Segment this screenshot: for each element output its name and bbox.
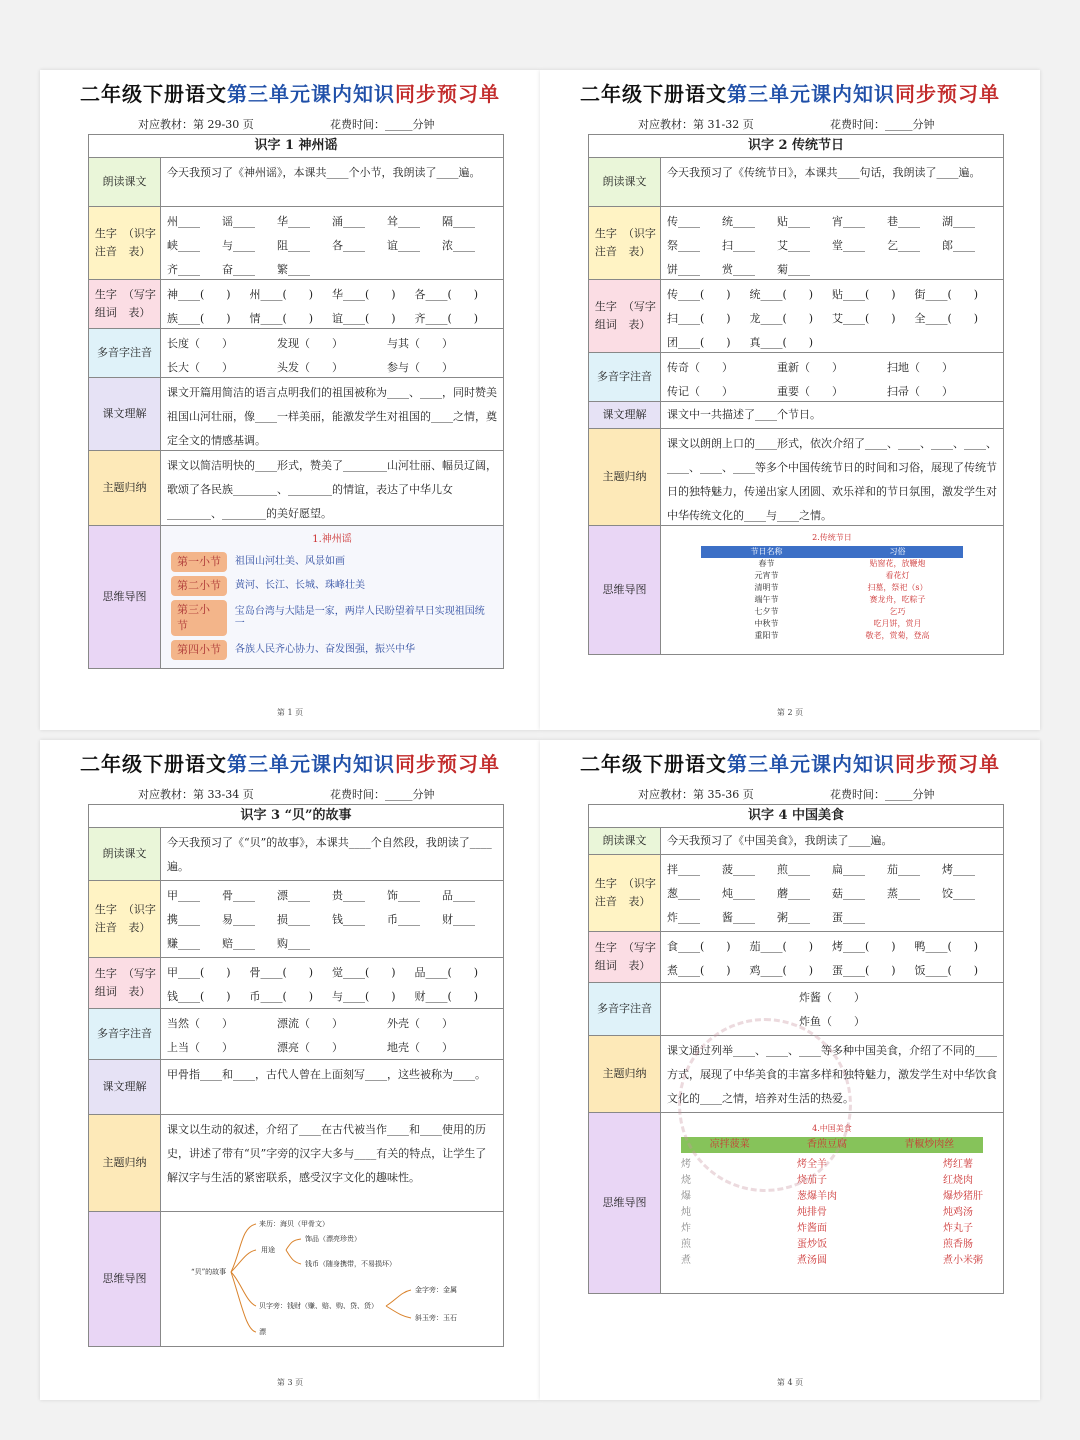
- poly-item: 参与（ ）: [387, 361, 453, 374]
- worksheet-page-1: [40, 70, 540, 730]
- pinyin-item: 传____: [667, 215, 700, 228]
- mindmap-title: 1.神州谣: [312, 534, 352, 545]
- festival-custom: 贴窗花，放鞭炮: [869, 559, 926, 568]
- word-item: 贴____( ): [832, 288, 896, 301]
- time-spent: 花费时间：_____分钟: [830, 788, 935, 801]
- food-item: 烤红薯: [943, 1159, 973, 1170]
- word-item: 齐____( ): [414, 312, 479, 325]
- page-title: 二年级下册语文第三单元课内知识同步预习单: [80, 82, 500, 106]
- food-item: 蛋炒饭: [797, 1239, 827, 1250]
- pinyin-item: 奋____: [222, 263, 255, 276]
- festival-custom: 赛龙舟，吃粽子: [869, 595, 926, 604]
- food-item: 炸丸子: [943, 1223, 973, 1234]
- food-column: [943, 1157, 983, 1269]
- textbook-pages: 对应教材：第 29-30 页: [138, 118, 254, 131]
- pinyin-item: 赚____: [167, 937, 200, 950]
- pinyin-item: 蒸____: [887, 887, 920, 900]
- word-item: 传____( ): [667, 288, 731, 301]
- pinyin-item: 菊____: [777, 263, 810, 276]
- pinyin-item: 币____: [387, 913, 420, 926]
- poly-item: 传奇（ ）: [667, 361, 733, 374]
- pinyin-item: 巷____: [887, 215, 920, 228]
- pinyin-item: 烤____: [942, 863, 975, 876]
- mindmap-node: 金字旁：金属: [415, 1286, 457, 1294]
- mindmap-node: 饰品（漂亮珍贵）: [305, 1235, 361, 1243]
- worksheet-page-2: [540, 70, 1040, 730]
- time-spent: 花费时间：_____分钟: [830, 118, 935, 131]
- page-number: 第 1 页: [276, 708, 304, 717]
- textbook-pages: 对应教材：第 35-36 页: [638, 788, 754, 801]
- poly-item: 扫地（ ）: [887, 361, 953, 374]
- festival-row: [701, 594, 963, 606]
- word-item: 蛋____( ): [832, 964, 896, 977]
- pinyin-item: 统____: [722, 215, 755, 228]
- mindmap-node: 来历：海贝（甲骨文）: [259, 1220, 329, 1228]
- pinyin-item: 贴____: [777, 215, 810, 228]
- label-mindmap: 思维导图: [89, 526, 161, 668]
- pinyin-item: 耸____: [387, 215, 420, 228]
- label-understand: 课文理解: [89, 378, 161, 450]
- poly-item: 上当（ ）: [167, 1041, 233, 1054]
- pinyin-item: 各____: [332, 239, 365, 252]
- lesson-caption: 识字 1 神州谣: [89, 135, 503, 158]
- festival-row: [701, 570, 963, 582]
- theme-text: 课文通过列举____、____、____等多种中国美食，介绍了不同的____方式，展现了中华美食的丰富多样和独特魅力，激发学生对中华饮食文化的____之情，培养对生活的热爱。: [667, 1044, 997, 1105]
- pinyin-item: 宵____: [832, 215, 865, 228]
- word-item: 团____( ): [667, 336, 731, 349]
- pinyin-item: 州____: [167, 215, 200, 228]
- pinyin-item: 祭____: [667, 239, 700, 252]
- pinyin-item: 漂____: [277, 889, 310, 902]
- poly-item: 外壳（ ）: [387, 1017, 453, 1030]
- poly-item: 漂流（ ）: [277, 1017, 343, 1030]
- word-item: 财____( ): [414, 990, 479, 1003]
- pinyin-item: 扫____: [722, 239, 755, 252]
- festival-table-header: 节日名称 习俗: [701, 546, 963, 558]
- understand-text: 课文开篇用简洁的语言点明我们的祖国被称为____、____，同时赞美祖国山河壮丽，像____一样美丽，能激发学生对祖国的____之情，奠定全文的情感基调。: [167, 386, 497, 447]
- food-item: 烤: [681, 1159, 691, 1170]
- food-item: 烤全羊: [797, 1159, 827, 1170]
- mindmap-row: [171, 552, 493, 572]
- pinyin-item: 赏____: [722, 263, 755, 276]
- lesson-caption: 识字 2 传统节日: [589, 135, 1003, 158]
- food-item: 煎: [681, 1239, 691, 1250]
- section-summary: 黄河、长江、长城、珠峰壮美: [235, 580, 365, 591]
- words-grid: [661, 932, 1003, 982]
- page-number: 第 3 页: [276, 1378, 304, 1387]
- label-poly: 多音字注音: [89, 1009, 161, 1059]
- pinyin-item: 阻____: [277, 239, 310, 252]
- label-poly: 多音字注音: [589, 353, 661, 401]
- read-text: 今天我预习了《中国美食》，我朗读了____遍。: [667, 834, 893, 847]
- pinyin-item: 菠____: [722, 863, 755, 876]
- pinyin-item: 品____: [442, 889, 475, 902]
- poly-item: 与其（ ）: [387, 337, 453, 350]
- food-item: 爆: [681, 1191, 691, 1202]
- pinyin-grid: [661, 207, 1003, 279]
- poly-item: 当然（ ）: [167, 1017, 233, 1030]
- word-item: 煮____( ): [667, 964, 731, 977]
- label-mindmap: 思维导图: [589, 526, 661, 654]
- word-item: 族____( ): [167, 312, 231, 325]
- pinyin-item: 购____: [277, 937, 310, 950]
- food-item: 爆炒猪肝: [943, 1191, 983, 1202]
- lesson-caption: 识字 4 中国美食: [589, 805, 1003, 828]
- word-item: 真____( ): [749, 336, 814, 349]
- pinyin-item: 炸____: [667, 911, 700, 924]
- pinyin-item: 艾____: [777, 239, 810, 252]
- label-understand: 课文理解: [589, 402, 661, 428]
- pinyin-item: 钱____: [332, 913, 365, 926]
- label-theme: 主题归纳: [589, 1036, 661, 1112]
- food-item: 煮: [681, 1255, 691, 1266]
- food-item: 红烧肉: [943, 1175, 973, 1186]
- festival-row: [701, 630, 963, 642]
- word-item: 饭____( ): [914, 964, 979, 977]
- worksheet-page-3: [40, 740, 540, 1400]
- pinyin-item: 易____: [222, 913, 255, 926]
- pinyin-item: 炖____: [722, 887, 755, 900]
- pinyin-item: 华____: [277, 215, 310, 228]
- festival-name: 中秋节: [754, 619, 779, 628]
- textbook-pages: 对应教材：第 31-32 页: [638, 118, 754, 131]
- section-tag: 第一小节: [171, 552, 227, 572]
- festival-row: [701, 558, 963, 570]
- pinyin-item: 葱____: [667, 887, 700, 900]
- label-words: 生字组词 （写字表）: [589, 932, 661, 982]
- theme-text: 课文以生动的叙述，介绍了____在古代被当作____和____使用的历史，讲述了带有“贝”字旁的汉字大多与____有关的特点，让学生了解汉字与生活的紧密联系，感受汉字文化的趣味性。: [167, 1123, 487, 1184]
- mindmap-node: 漂: [259, 1328, 266, 1336]
- pinyin-item: 饺____: [942, 887, 975, 900]
- pinyin-item: 菇____: [832, 887, 865, 900]
- food-item: 煮汤圆: [797, 1255, 827, 1266]
- pinyin-item: 茄____: [887, 863, 920, 876]
- pinyin-item: 损____: [277, 913, 310, 926]
- festival-custom: 吃月饼，赏月: [873, 619, 922, 628]
- words-grid: [661, 280, 1003, 352]
- pinyin-item: 繁____: [277, 263, 310, 276]
- page-title: 二年级下册语文第三单元课内知识同步预习单: [80, 752, 500, 776]
- poly-grid: [161, 329, 503, 377]
- festival-row: [701, 618, 963, 630]
- understand-text: 课文中一共描述了____个节日。: [667, 408, 821, 421]
- pinyin-item: 湖____: [942, 215, 975, 228]
- pinyin-item: 骨____: [222, 889, 255, 902]
- read-text: 今天我预习了《神州谣》，本课共____个小节，我朗读了____遍。: [167, 166, 481, 179]
- food-item: 炸: [681, 1223, 691, 1234]
- section-tag: 第二小节: [171, 576, 227, 596]
- time-spent: 花费时间：_____分钟: [330, 788, 435, 801]
- label-understand: 课文理解: [89, 1060, 161, 1114]
- poly-list: [661, 983, 1003, 1035]
- festival-name: 七夕节: [754, 607, 779, 616]
- word-item: 龙____( ): [749, 312, 814, 325]
- label-mindmap: 思维导图: [89, 1212, 161, 1346]
- word-item: 钱____( ): [167, 990, 231, 1003]
- word-item: 街____( ): [914, 288, 979, 301]
- label-read: 朗读课文: [589, 158, 661, 206]
- poly-item: 长度（ ）: [167, 337, 233, 350]
- page-number: 第 4 页: [776, 1378, 804, 1387]
- pinyin-grid: [161, 207, 503, 279]
- section-tag: 第三小节: [171, 600, 227, 636]
- food-item: 炖鸡汤: [943, 1207, 973, 1218]
- word-item: 烤____( ): [832, 940, 896, 953]
- mindmap: [661, 526, 1003, 654]
- pinyin-item: 拌____: [667, 863, 700, 876]
- time-spent: 花费时间：_____分钟: [330, 118, 435, 131]
- food-item: 煎香肠: [943, 1239, 973, 1250]
- pinyin-item: 涌____: [332, 215, 365, 228]
- festival-name: 重阳节: [754, 631, 779, 640]
- poly-item: 重要（ ）: [777, 385, 843, 398]
- word-item: 全____( ): [914, 312, 979, 325]
- word-item: 谊____( ): [332, 312, 396, 325]
- word-item: 茄____( ): [749, 940, 814, 953]
- word-item: 神____( ): [167, 288, 231, 301]
- label-read: 朗读课文: [89, 828, 161, 880]
- pinyin-item: 峡____: [167, 239, 200, 252]
- word-item: 艾____( ): [832, 312, 896, 325]
- poly-grid: [161, 1009, 503, 1059]
- word-item: 扫____( ): [667, 312, 731, 325]
- festival-custom: 看花灯: [885, 571, 910, 580]
- food-item: 烧茄子: [797, 1175, 827, 1186]
- poly-item: 炸酱（ ）: [799, 991, 865, 1004]
- pinyin-item: 堂____: [832, 239, 865, 252]
- mindmap-node: 用途: [261, 1246, 275, 1254]
- pinyin-item: 饼____: [667, 263, 700, 276]
- section-summary: 祖国山河壮美、风景如画: [235, 556, 345, 567]
- label-pinyin: 生字注音 （识字表）: [589, 207, 661, 279]
- poly-item: 炸鱼（ ）: [799, 1015, 865, 1028]
- word-item: 骨____( ): [249, 966, 314, 979]
- word-item: 与____( ): [332, 990, 396, 1003]
- words-grid: [161, 958, 503, 1008]
- word-item: 鸭____( ): [914, 940, 979, 953]
- pinyin-item: 甲____: [167, 889, 200, 902]
- poly-grid: [661, 353, 1003, 401]
- festival-name: 端午节: [754, 595, 779, 604]
- theme-text: 课文以简洁明快的____形式，赞美了________山河壮丽、幅员辽阔，歌颂了各民族________、________的情谊，表达了中华儿女________、________的美好愿望。: [167, 459, 497, 520]
- label-theme: 主题归纳: [89, 451, 161, 525]
- pinyin-item: 浓____: [442, 239, 475, 252]
- poly-item: 头发（ ）: [277, 361, 343, 374]
- poly-item: 传记（ ）: [667, 385, 733, 398]
- mindmap-node: 钱币（随身携带，不易损坏）: [305, 1260, 396, 1268]
- words-grid: [161, 280, 503, 328]
- festival-row: [701, 582, 963, 594]
- word-item: 食____( ): [667, 940, 731, 953]
- pinyin-item: 饰____: [387, 889, 420, 902]
- food-header: 凉拌菠菜 香煎豆腐 青椒炒肉丝: [681, 1137, 983, 1153]
- mindmap-root: “贝”的故事: [191, 1268, 227, 1276]
- label-poly: 多音字注音: [89, 329, 161, 377]
- word-item: 品____( ): [414, 966, 479, 979]
- food-item: 炖: [681, 1207, 691, 1218]
- label-poly: 多音字注音: [589, 983, 661, 1035]
- food-item: 炸酱面: [797, 1223, 827, 1234]
- pinyin-grid: [661, 855, 1003, 931]
- label-theme: 主题归纳: [589, 429, 661, 525]
- pinyin-item: 酱____: [722, 911, 755, 924]
- pinyin-item: 谣____: [222, 215, 255, 228]
- pinyin-item: 携____: [167, 913, 200, 926]
- label-words: 生字组词 （写字表）: [89, 958, 161, 1008]
- word-item: 情____( ): [249, 312, 314, 325]
- page-title: 二年级下册语文第三单元课内知识同步预习单: [580, 752, 1000, 776]
- mindmap-row: [171, 600, 493, 636]
- section-summary: 各族人民齐心协力、奋发图强，振兴中华: [235, 644, 415, 655]
- poly-item: 扫帚（ ）: [887, 385, 953, 398]
- mindmap: [161, 1212, 503, 1346]
- festival-name: 春节: [758, 559, 775, 568]
- mindmap: [161, 526, 503, 668]
- festival-custom: 扫墓，祭祀（s）: [867, 583, 928, 592]
- understand-text: 甲骨指____和____，古代人曾在上面刻写____，这些被称为____。: [167, 1068, 486, 1081]
- food-item: 烧: [681, 1175, 691, 1186]
- page-number: 第 2 页: [776, 708, 804, 717]
- label-pinyin: 生字注音 （识字表）: [89, 881, 161, 957]
- poly-item: 地壳（ ）: [387, 1041, 453, 1054]
- word-item: 统____( ): [749, 288, 814, 301]
- pinyin-grid: [161, 881, 503, 957]
- festival-custom: 敬老，赏菊，登高: [865, 631, 930, 640]
- mindmap-row: [171, 640, 493, 660]
- label-pinyin: 生字注音 （识字表）: [589, 855, 661, 931]
- section-tag: 第四小节: [171, 640, 227, 660]
- word-item: 鸡____( ): [749, 964, 814, 977]
- poly-item: 长大（ ）: [167, 361, 233, 374]
- pinyin-item: 隔____: [442, 215, 475, 228]
- label-read: 朗读课文: [89, 158, 161, 206]
- pinyin-item: 赔____: [222, 937, 255, 950]
- mindmap-title: 4.中国美食: [812, 1124, 852, 1133]
- festival-custom: 乞巧: [889, 607, 906, 616]
- label-words: 生字组词 （写字表）: [89, 280, 161, 328]
- pinyin-item: 齐____: [167, 263, 200, 276]
- mindmap-node: 贝字旁：钱财（赚、赔、购、贷、货）: [259, 1302, 378, 1310]
- worksheet-table: [88, 804, 504, 1347]
- food-item: 葱爆羊肉: [797, 1191, 837, 1202]
- word-item: 华____( ): [332, 288, 396, 301]
- word-item: 觉____( ): [332, 966, 396, 979]
- pinyin-item: 煎____: [777, 863, 810, 876]
- section-summary: 宝岛台湾与大陆是一家，两岸人民盼望着早日实现祖国统一: [234, 606, 485, 629]
- label-pinyin: 生字注音 （识字表）: [89, 207, 161, 279]
- pinyin-item: 财____: [442, 913, 475, 926]
- poly-item: 发现（ ）: [277, 337, 343, 350]
- worksheet-table: [88, 134, 504, 669]
- pinyin-item: 蘑____: [777, 887, 810, 900]
- read-text: 今天我预习了《“贝”的故事》，本课共____个自然段，我朗读了____遍。: [167, 836, 492, 873]
- pinyin-item: 粥____: [777, 911, 810, 924]
- festival-name: 清明节: [754, 583, 779, 592]
- poly-item: 漂亮（ ）: [277, 1041, 343, 1054]
- label-read: 朗读课文: [589, 828, 661, 854]
- food-item: 煮小米粥: [943, 1255, 983, 1266]
- pinyin-item: 扁____: [832, 863, 865, 876]
- label-theme: 主题归纳: [89, 1115, 161, 1211]
- food-column: [681, 1157, 691, 1269]
- pinyin-item: 郎____: [942, 239, 975, 252]
- theme-text: 课文以朗朗上口的____形式，依次介绍了____、____、____、____、____、____、____等多个中国传统节日的时间和习俗，展现了传统节日的独特魅力，传递出家人团圆、欢乐祥和的节日氛围，激发学生对中华传统文化的____与____之情。: [667, 437, 997, 522]
- mindmap-title: 2.传统节日: [812, 533, 852, 542]
- festival-name: 元宵节: [754, 571, 779, 580]
- lesson-caption: 识字 3 “贝”的故事: [89, 805, 503, 828]
- pinyin-item: 与____: [222, 239, 255, 252]
- mindmap-node: 斜玉旁：玉石: [415, 1314, 457, 1322]
- read-text: 今天我预习了《传统节日》，本课共____句话，我朗读了____遍。: [667, 166, 981, 179]
- label-mindmap: 思维导图: [589, 1113, 661, 1293]
- watermark-stamp: [678, 1018, 852, 1192]
- textbook-pages: 对应教材：第 33-34 页: [138, 788, 254, 801]
- festival-row: [701, 606, 963, 618]
- pinyin-item: 谊____: [387, 239, 420, 252]
- word-item: 州____( ): [249, 288, 314, 301]
- label-words: 生字组词 （写字表）: [589, 280, 661, 352]
- pinyin-item: 蛋____: [832, 911, 865, 924]
- food-item: 炖排骨: [797, 1207, 827, 1218]
- page-title: 二年级下册语文第三单元课内知识同步预习单: [580, 82, 1000, 106]
- worksheet-table: [588, 134, 1004, 655]
- word-item: 币____( ): [249, 990, 314, 1003]
- pinyin-item: 贵____: [332, 889, 365, 902]
- word-item: 甲____( ): [167, 966, 231, 979]
- pinyin-item: 乞____: [887, 239, 920, 252]
- word-item: 各____( ): [414, 288, 479, 301]
- poly-item: 重新（ ）: [777, 361, 843, 374]
- mindmap-row: [171, 576, 493, 596]
